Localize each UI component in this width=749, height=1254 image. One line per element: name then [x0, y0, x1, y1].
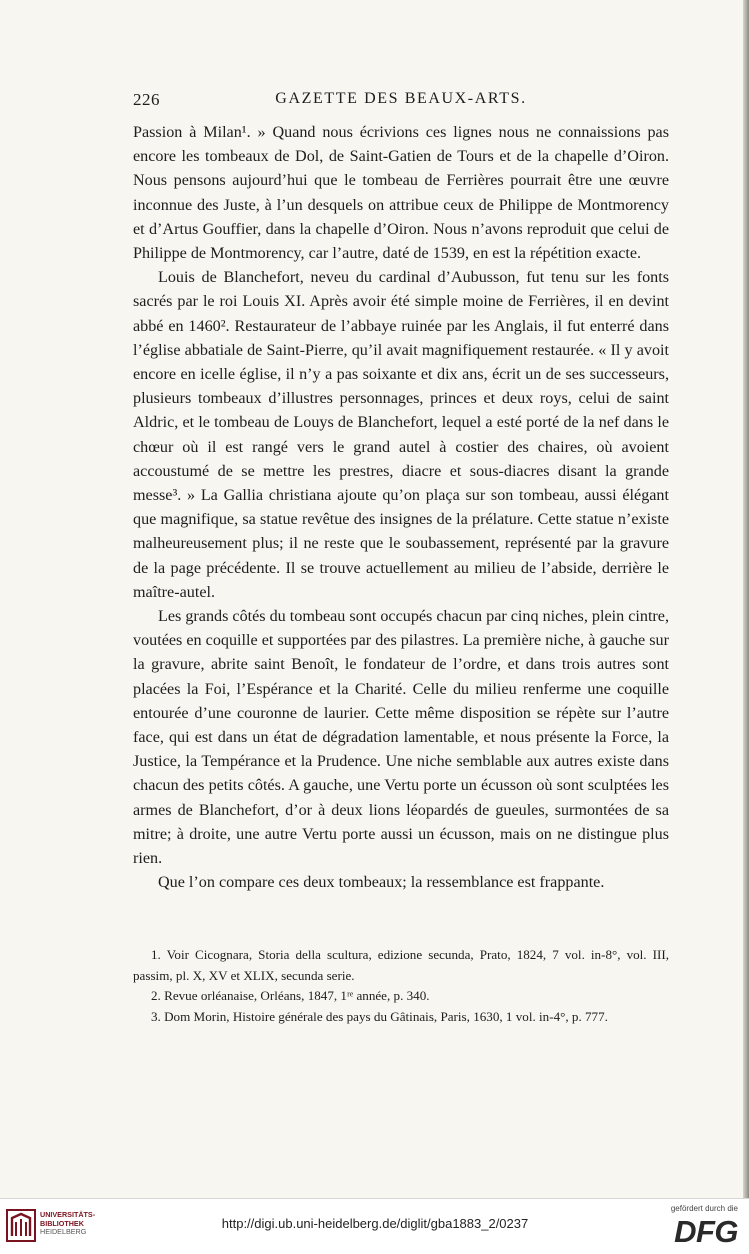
running-title: GAZETTE DES BEAUX-ARTS.: [275, 90, 527, 107]
library-name: [40, 1211, 126, 1237]
library-city: HEIDELBERG: [40, 1227, 87, 1237]
body-text: [133, 121, 669, 896]
footnote-1: 1. Voir Cicognara, Storia della scultura, edizione secunda, Prato, 1824, 7 vol. in-8°, vol. III, passim, pl. X, XV et XLIX, secunda serie.: [133, 947, 669, 983]
page-number: 226: [133, 90, 160, 109]
footnote-2: 2. Revue orléanaise, Orléans, 1847, 1ʳᵉ année, p. 340.: [151, 988, 430, 1004]
library-name-line-2: BIBLIOTHEK: [40, 1218, 84, 1228]
paragraph-1: Passion à Milan¹. » Quand nous écrivions ces lignes nous ne connaissions pas encore les tombeaux de Dol, de Saint-Gatien de Tours et de la chapelle d’Oiron. Nous pensons aujourd’hui que le tombeau de Ferrières pourrait être une œuvre inconnue des Juste, à l’un desquels on attribue ceux de Philippe de Montmorency et d’Artus Gouffier, dans la chapelle d’Oiron. Nous n’avons reproduit que celui de Philippe de Montmorency, car l’autre, daté de 1539, en est la répétition exacte.: [133, 124, 669, 263]
university-library-logo-icon: [6, 1208, 36, 1243]
page-edge-shadow: [743, 0, 749, 1198]
dfg-logo: DFG: [674, 1214, 738, 1249]
footnotes: [133, 945, 669, 1027]
page-header: [133, 90, 669, 112]
footnote-3: 3. Dom Morin, Histoire générale des pays du Gâtinais, Paris, 1630, 1 vol. in-4°, p. 777.: [151, 1008, 608, 1024]
paragraph-3: Les grands côtés du tombeau sont occupés chacun par cinq niches, plein cintre, voutées en coquille et supportées par des pilastres. La première niche, à gauche sur la gravure, abrite saint Benoît, le fondateur de l’ordre, et dans trois autres sont placées la Foi, l’Espérance et la Charité. Celle du milieu renferme une coquille entourée d’une couronne de laurier. Cette même disposition se répète sur l’autre face, qui est dans un état de dégradation lamentable, et nous présente la Force, la Justice, la Tempérance et la Prudence. Une niche semblable aux autres existe dans chacun des petits côtés. A gauche, une Vertu porte un écusson où sont sculptées les armes de Blanchefort, d’or à deux lions léopardés de gueules, surmontées de sa mitre; à droite, une autre Vertu porte aussi un écusson, mais on ne distingue plus rien.: [133, 608, 669, 868]
paragraph-2: Louis de Blanchefort, neveu du cardinal d’Aubusson, fut tenu sur les fonts sacrés par le roi Louis XI. Après avoir été simple moine de Ferrières, il en devint abbé en 1460². Restaurateur de l’abbaye ruinée par les Anglais, il fut enterré dans l’église abbatiale de Saint-Pierre, qu’il avait magnifiquement restaurée. « Il y avoit encore en icelle église, il n’y a pas soixante et dix ans, écrit un de ses successeurs, plusieurs tombeaux d’illustres personnages, princes et deux roys, celui de saint Aldric, et le tombeau de Louys de Blanchefort, lequel a esté porté de la nef dans le chœur où il est rangé vers le grand autel à costier des chaires, où avoient accoustumé de se mettre les prestres, diacre et sous-diacres disant la grande messe³. » La Gallia christiana ajoute qu’on plaça sur son tombeau, aussi élégant que magnifique, sa statue revêtue des insignes de la prélature. Cette statue n’existe malheureusement plus; il ne reste que le soubassement, représenté par la gravure de la page précédente. Il se trouve actuellement au milieu de l’abside, derrière le maître-autel.: [133, 269, 669, 601]
permalink-url[interactable]: http://digi.ub.uni-heidelberg.de/diglit/gba1883_2/0237: [221, 1216, 529, 1231]
library-name-line-1: UNIVERSITÄTS-: [40, 1210, 96, 1219]
sponsor-caption: gefördert durch die: [670, 1204, 738, 1213]
paragraph-4: Que l’on compare ces deux tombeaux; la ressemblance est frappante.: [158, 874, 605, 892]
viewer-footer: [0, 1198, 749, 1254]
